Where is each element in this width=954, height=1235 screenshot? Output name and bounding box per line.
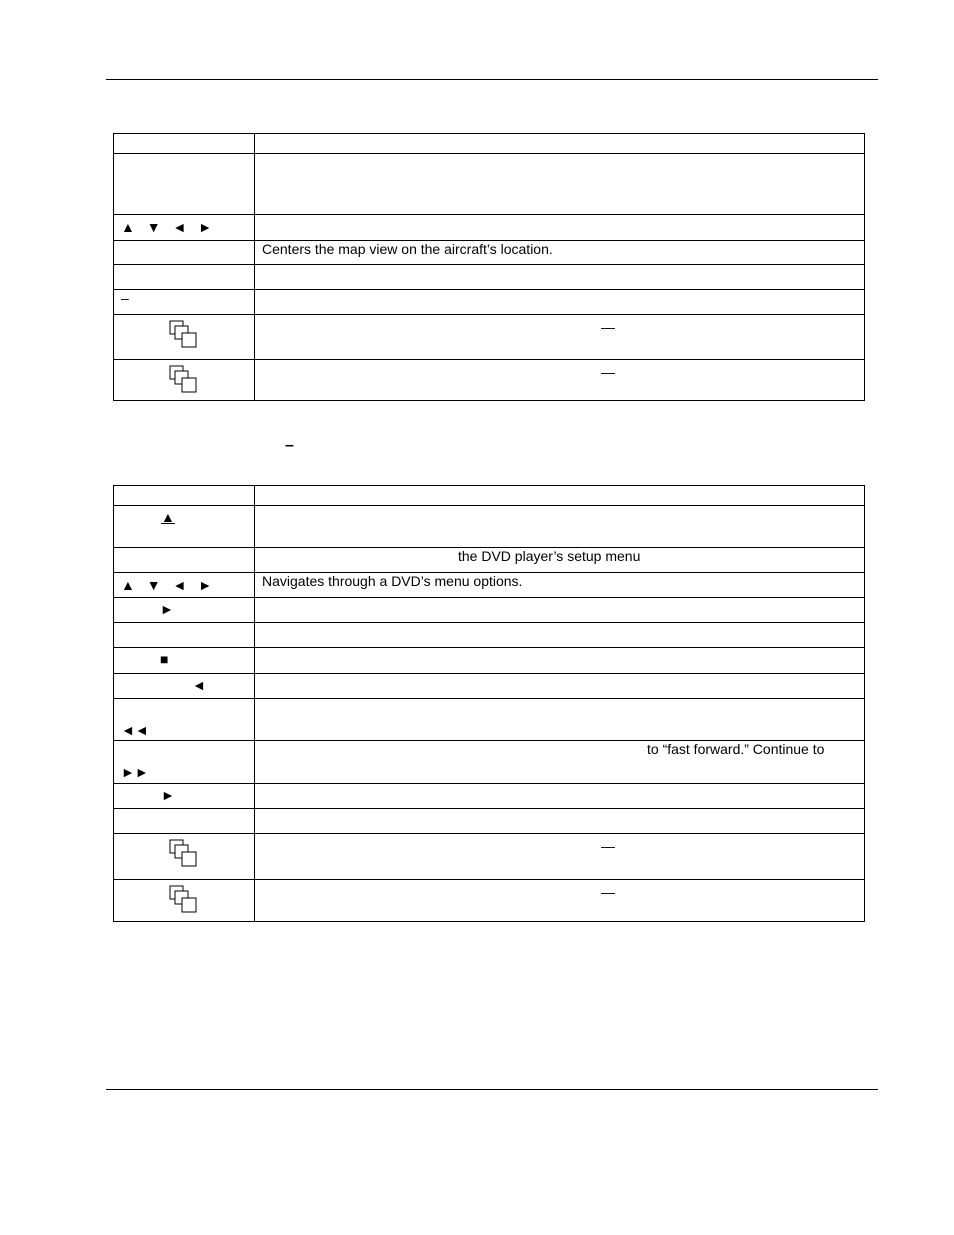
- table-row: [114, 315, 865, 360]
- eject-icon: ▲: [161, 509, 175, 525]
- desc-cell: [255, 265, 865, 290]
- table-row: [114, 741, 865, 784]
- table-row: [114, 360, 865, 401]
- section-heading-dash: –: [285, 437, 294, 454]
- desc-cell: [255, 598, 865, 623]
- key-cell: [114, 648, 255, 674]
- desc-cell: [255, 741, 865, 784]
- layers-icon: [169, 885, 199, 913]
- table-row: [114, 241, 865, 265]
- desc-cell: [255, 674, 865, 699]
- header-desc-cell: [255, 486, 865, 506]
- desc-cell: [255, 834, 865, 880]
- table-row: [114, 265, 865, 290]
- play-icon: ►: [160, 601, 174, 617]
- desc-cell: [255, 315, 865, 360]
- fast-forward-text: to “fast forward.” Continue to: [647, 741, 825, 757]
- table-header-row: [114, 134, 865, 154]
- em-dash: —: [601, 364, 615, 380]
- table-row: [114, 674, 865, 699]
- desc-cell: [255, 880, 865, 922]
- table-row: [114, 548, 865, 573]
- table-row: [114, 784, 865, 809]
- footer-rule: [106, 1089, 878, 1090]
- desc-cell: Navigates through a DVD’s menu options.: [255, 573, 865, 598]
- rewind-icon: ◄◄: [121, 722, 149, 738]
- desc-cell: [255, 290, 865, 315]
- key-cell: [114, 548, 255, 573]
- key-cell: [114, 834, 255, 880]
- key-cell: [114, 360, 255, 401]
- key-cell: [114, 573, 255, 598]
- header-rule: [106, 79, 878, 80]
- table-row: [114, 834, 865, 880]
- table-row: [114, 154, 865, 215]
- em-dash: —: [601, 884, 615, 900]
- map-controls-table: [113, 133, 865, 401]
- header-desc-cell: [255, 134, 865, 154]
- table-header-row: [114, 486, 865, 506]
- key-cell: [114, 215, 255, 241]
- desc-cell: Centers the map view on the aircraft’s location.: [255, 241, 865, 265]
- key-cell: –: [114, 290, 255, 315]
- stop-icon: ■: [160, 651, 169, 667]
- fast-forward-icon: ►►: [121, 764, 149, 780]
- desc-cell: [255, 215, 865, 241]
- next-icon: ►: [161, 787, 175, 803]
- desc-cell: [255, 360, 865, 401]
- key-cell: [114, 784, 255, 809]
- desc-cell: [255, 648, 865, 674]
- key-cell: [114, 241, 255, 265]
- dvd-controls-table: [113, 485, 865, 922]
- desc-cell: [255, 809, 865, 834]
- key-cell: [114, 741, 255, 784]
- header-key-cell: [114, 134, 255, 154]
- previous-icon: ◄: [192, 677, 206, 693]
- desc-cell: [255, 784, 865, 809]
- layers-icon: [169, 839, 199, 867]
- layers-icon: [169, 320, 199, 348]
- layers-icon: [169, 365, 199, 393]
- key-cell: [114, 598, 255, 623]
- key-cell: [114, 506, 255, 548]
- key-cell: [114, 154, 255, 215]
- arrow-keys-icon: ▲ ▼ ◄ ►: [121, 577, 217, 593]
- key-cell: [114, 315, 255, 360]
- arrow-keys-icon: ▲ ▼ ◄ ►: [121, 219, 217, 235]
- key-cell: [114, 623, 255, 648]
- table-row: [114, 290, 865, 315]
- desc-cell: [255, 506, 865, 548]
- table-row: [114, 215, 865, 241]
- table-row: [114, 699, 865, 741]
- key-cell: [114, 809, 255, 834]
- em-dash: —: [601, 319, 615, 335]
- key-cell: [114, 265, 255, 290]
- desc-cell: [255, 699, 865, 741]
- table-row: [114, 506, 865, 548]
- header-key-cell: [114, 486, 255, 506]
- desc-cell: [255, 548, 865, 573]
- table-row: [114, 880, 865, 922]
- table-row: [114, 648, 865, 674]
- setup-menu-text: the DVD player’s setup menu: [458, 548, 641, 564]
- desc-cell: [255, 154, 865, 215]
- table-row: [114, 573, 865, 598]
- key-cell: [114, 674, 255, 699]
- key-cell: [114, 699, 255, 741]
- table-row: [114, 623, 865, 648]
- desc-cell: [255, 623, 865, 648]
- key-cell: [114, 880, 255, 922]
- table-row: [114, 809, 865, 834]
- em-dash: —: [601, 838, 615, 854]
- table-row: [114, 598, 865, 623]
